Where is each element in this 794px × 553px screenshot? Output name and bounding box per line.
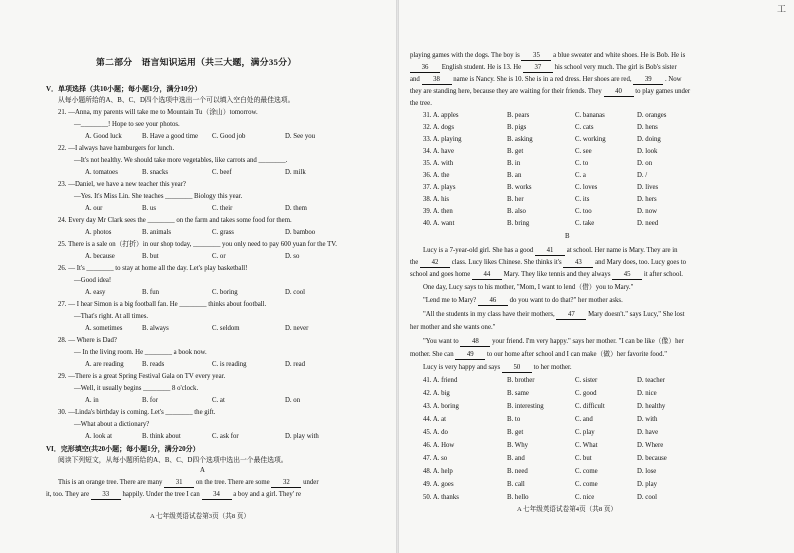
q41-opt-d: D. teacher xyxy=(637,377,665,384)
q42-opt-a: 42. A. big xyxy=(423,390,450,397)
q24-opt-a: A. photos xyxy=(85,229,112,236)
q32-opt-c: C. cats xyxy=(575,124,594,131)
q22-opt-b: B. snacks xyxy=(142,169,169,176)
q25-opt-d: D. so xyxy=(285,253,300,260)
q47-opt-d: D. because xyxy=(637,455,667,462)
blank-33[interactable]: 33 xyxy=(91,491,121,500)
passage-a-line-2 xyxy=(46,491,301,500)
blank-42[interactable]: 42 xyxy=(420,259,450,268)
q38-opt-d: D. hers xyxy=(637,196,657,203)
q34-opt-a: 34. A. have xyxy=(423,148,454,155)
q22-opt-d: D. milk xyxy=(285,169,306,176)
q45-opt-c: C. play xyxy=(575,429,595,436)
page-3 xyxy=(0,0,396,553)
passage-b-line-1 xyxy=(423,247,678,256)
q38-opt-a: 38. A. his xyxy=(423,196,450,203)
q38-opt-b: B. her xyxy=(507,196,524,203)
q40-opt-a: 40. A. want xyxy=(423,220,455,227)
q30-opt-d: D. play with xyxy=(285,433,319,440)
q47-opt-c: C. but xyxy=(575,455,592,462)
q34-opt-d: D. look xyxy=(637,148,658,155)
q29-opt-a: A. in xyxy=(85,397,99,404)
q37-opt-a: 37. A. plays xyxy=(423,184,456,191)
q22-stem: 22. —I always have hamburgers for lunch. xyxy=(58,145,175,152)
q48-opt-b: B. need xyxy=(507,468,528,475)
blank-49[interactable]: 49 xyxy=(455,351,485,360)
passage-b-text: class. Lucy likes Chinese. She thinks it's xyxy=(451,259,562,266)
blank-43[interactable]: 43 xyxy=(563,259,593,268)
passage-b-line-8 xyxy=(423,338,684,347)
q30-opt-a: A. look at xyxy=(85,433,112,440)
q36-opt-d: D. / xyxy=(637,172,648,179)
q34-opt-c: C. see xyxy=(575,148,592,155)
q43-opt-a: 43. A. boring xyxy=(423,403,459,410)
passage-b-text: school and goes home xyxy=(410,271,471,278)
q46-opt-a: 46. A. How xyxy=(423,442,455,449)
q27-opt-a: A. sometimes xyxy=(85,325,123,332)
page-footer: A 七年级英语试卷第4页（共8 页） xyxy=(517,506,618,513)
q26-opt-a: A. easy xyxy=(85,289,106,296)
q42-opt-d: D. nice xyxy=(637,390,657,397)
blank-44[interactable]: 44 xyxy=(472,271,502,280)
q23-reply: —Yes. It's Miss Lin. She teaches ________ Biology this year. xyxy=(74,193,243,200)
corner-mark: 工 xyxy=(777,5,787,15)
q21-reply: —________! Hope to see your photos. xyxy=(74,121,180,128)
passage-b-line-7: her mother and she wants one." xyxy=(410,324,496,331)
q49-opt-b: B. call xyxy=(507,481,525,488)
passage-b-text: Lucy is a 7-year-old girl. She has a good xyxy=(423,247,534,254)
q25-opt-b: B. but xyxy=(142,253,159,260)
blank-35[interactable]: 35 xyxy=(521,52,551,61)
q39-opt-c: C. too xyxy=(575,208,592,215)
q40-opt-b: B. bring xyxy=(507,220,530,227)
q49-opt-c: C. come xyxy=(575,481,598,488)
q43-opt-b: B. interesting xyxy=(507,403,544,410)
q36-opt-c: C. a xyxy=(575,172,586,179)
passage-b-line-9 xyxy=(410,351,667,360)
blank-47[interactable]: 47 xyxy=(556,311,586,320)
passage-b-text: "All the students in my class have their mothers, xyxy=(423,311,555,318)
q24-stem: 24. Every day Mr Clark sees the ________ on the farm and takes some food for them. xyxy=(58,217,292,224)
passage-b-line-5 xyxy=(423,297,623,306)
q32-opt-a: 32. A. dogs xyxy=(423,124,454,131)
q30-reply: —What about a dictionary? xyxy=(74,421,150,428)
q35-opt-b: B. in xyxy=(507,160,521,167)
q25-stem: 25. There is a sale on（打折）in our shop today, ________ you only need to pay 600 yuan for the TV. xyxy=(58,241,337,248)
q25-opt-c: C. or xyxy=(212,253,226,260)
blank-32[interactable]: 32 xyxy=(271,479,301,488)
passage-a-line-1 xyxy=(58,479,319,488)
q44-opt-a: 44. A. at xyxy=(423,416,447,423)
q31-opt-b: B. pears xyxy=(507,112,530,119)
passage-b-text: to our home after school and I can make（做）her favorite food." xyxy=(487,351,668,358)
passage-b-text: it after school. xyxy=(643,271,683,278)
passage-a-text: it, too. They are xyxy=(46,491,90,498)
q50-opt-d: D. cool xyxy=(637,494,658,501)
q32-opt-d: D. hens xyxy=(637,124,658,131)
page-footer: A 七年级英语试卷第3页（共8 页） xyxy=(150,513,251,520)
q41-opt-a: 41. A. friend xyxy=(423,377,458,384)
q24-opt-c: C. grass xyxy=(212,229,234,236)
q26-opt-b: B. fun xyxy=(142,289,159,296)
passage-a-text: and xyxy=(410,76,420,83)
section-vi-instruction: 阅读下列短文，从每小题所给的A、B、C、D四个选项中选出一个最佳选项。 xyxy=(58,457,288,464)
q29-stem: 29. —There is a great Spring Festival Gala on TV every year. xyxy=(58,373,226,380)
passage-b-text: do you want to do that?" her mother asks. xyxy=(509,297,623,304)
blank-38[interactable]: 38 xyxy=(422,76,452,85)
q43-opt-c: C. difficult xyxy=(575,403,605,410)
q50-opt-b: B. hello xyxy=(507,494,529,501)
q28-opt-d: D. read xyxy=(285,361,306,368)
q21-opt-d: D. See you xyxy=(285,133,316,140)
passage-a-text: name is Nancy. She is 10. She is in a red dress. Her shoes are red, xyxy=(453,76,632,83)
q24-opt-b: B. animals xyxy=(142,229,172,236)
q48-opt-c: C. come xyxy=(575,468,598,475)
q48-opt-a: 48. A. help xyxy=(423,468,453,475)
q23-opt-a: A. our xyxy=(85,205,103,212)
blank-36[interactable]: 36 xyxy=(410,64,440,73)
passage-a-line-4 xyxy=(410,64,677,73)
q26-opt-d: D. cool xyxy=(285,289,306,296)
q33-opt-a: 33. A. playing xyxy=(423,136,462,143)
q23-opt-d: D. them xyxy=(285,205,307,212)
q35-opt-c: C. to xyxy=(575,160,589,167)
passage-a-text: This is an orange tree. There are many xyxy=(58,479,163,486)
q44-opt-b: B. to xyxy=(507,416,521,423)
q32-opt-b: B. pigs xyxy=(507,124,527,131)
q26-stem: 26. — It's ________ to stay at home all the day. Let's play basketball! xyxy=(58,265,248,272)
q28-opt-b: B. reads xyxy=(142,361,165,368)
q35-opt-a: 35. A. with xyxy=(423,160,454,167)
q46-opt-c: C. What xyxy=(575,442,598,449)
q50-opt-a: 50. A. thanks xyxy=(423,494,459,501)
section-vi-heading: VI．完形填空(共20小题；每小题1分，满分20分） xyxy=(46,445,200,453)
passage-a-label: A xyxy=(200,467,205,474)
passage-b-text: "You want to xyxy=(423,338,459,345)
q37-opt-b: B. works xyxy=(507,184,532,191)
q25-opt-a: A. because xyxy=(85,253,115,260)
passage-b-line-10 xyxy=(423,364,572,373)
q21-opt-b: B. Have a good time xyxy=(142,133,199,140)
passage-a-line-3 xyxy=(410,52,685,61)
q28-stem: 28. — Where is Dad? xyxy=(58,337,117,344)
q33-opt-c: C. working xyxy=(575,136,606,143)
q27-opt-b: B. always xyxy=(142,325,169,332)
q28-opt-c: C. is reading xyxy=(212,361,247,368)
q41-opt-c: C. sister xyxy=(575,377,598,384)
q29-opt-c: C. at xyxy=(212,397,225,404)
q49-opt-d: D. play xyxy=(637,481,658,488)
passage-a-text: happily. Under the tree I can xyxy=(122,491,200,498)
blank-48[interactable]: 48 xyxy=(460,338,490,347)
q37-opt-c: C. loves xyxy=(575,184,598,191)
q29-opt-d: D. on xyxy=(285,397,301,404)
passage-a-text: they are standing here, because they are waiting for their friends. They xyxy=(410,88,602,95)
q28-opt-a: A. are reading xyxy=(85,361,124,368)
q21-opt-a: A. Good luck xyxy=(85,133,122,140)
passage-b-text: Lucy is very happy and says xyxy=(423,364,501,371)
q33-opt-d: D. doing xyxy=(637,136,661,143)
q21-stem: 21. —Anna, my parents will take me to Mountain Tu（涂山）tomorrow. xyxy=(58,109,258,116)
passage-b-text: Mary. They like tennis and they always xyxy=(503,271,611,278)
q39-opt-d: D. now xyxy=(637,208,658,215)
passage-b-text: to her mother. xyxy=(533,364,572,371)
q42-opt-b: B. same xyxy=(507,390,529,397)
passage-b-text: "Lend me to Mary? xyxy=(423,297,477,304)
passage-a-text: his school very much. The girl is Bob's sister xyxy=(554,64,677,71)
passage-a-text: under xyxy=(303,479,319,486)
q39-opt-b: B. also xyxy=(507,208,526,215)
q46-opt-b: B. Why xyxy=(507,442,529,449)
blank-45[interactable]: 45 xyxy=(612,271,642,280)
passage-a-text: playing games with the dogs. The boy is xyxy=(410,52,520,59)
q22-opt-c: C. beef xyxy=(212,169,232,176)
passage-a-text: a blue sweater and white shoes. He is Bob. He is xyxy=(553,52,686,59)
passage-b-text: your friend. I'm very happy." says her mother. "I can be like（像）her xyxy=(492,338,684,345)
blank-41[interactable]: 41 xyxy=(535,247,565,256)
q31-opt-c: C. bananas xyxy=(575,112,605,119)
passage-a-text: to play games under xyxy=(635,88,691,95)
q28-reply: — In the living room. He ________ a book now. xyxy=(74,349,207,356)
q38-opt-c: C. its xyxy=(575,196,590,203)
q50-opt-c: C. nice xyxy=(575,494,595,501)
q23-opt-b: B. us xyxy=(142,205,156,212)
passage-b-line-6 xyxy=(423,311,685,320)
q47-opt-a: 47. A. so xyxy=(423,455,448,462)
passage-a-line-6 xyxy=(410,88,690,97)
q40-opt-c: C. take xyxy=(575,220,595,227)
passage-b-text: at school. Her name is Mary. They are in xyxy=(566,247,678,254)
q23-opt-c: C. their xyxy=(212,205,233,212)
blank-46[interactable]: 46 xyxy=(478,297,508,306)
passage-b-text: the xyxy=(410,259,419,266)
passage-a-text: . Now xyxy=(664,76,682,83)
q42-opt-c: C. good xyxy=(575,390,597,397)
q45-opt-a: 45. A. do xyxy=(423,429,448,436)
part-two-title: 第二部分 语言知识运用（共三大题，满分35分） xyxy=(96,57,297,67)
section-v-heading: V．单项选择（共10小题；每小题1分，满分10分） xyxy=(46,85,202,93)
q29-opt-b: B. for xyxy=(142,397,158,404)
blank-50[interactable]: 50 xyxy=(502,364,532,373)
q24-opt-d: D. bamboo xyxy=(285,229,316,236)
q31-opt-d: D. oranges xyxy=(637,112,667,119)
passage-b-line-2 xyxy=(410,259,686,268)
q30-opt-c: C. ask for xyxy=(212,433,239,440)
q33-opt-b: B. asking xyxy=(507,136,533,143)
q41-opt-b: B. brother xyxy=(507,377,535,384)
q37-opt-d: D. lives xyxy=(637,184,659,191)
passage-b-text: Mary doesn't." says Lucy," She lost xyxy=(588,311,685,318)
passage-b-text: and Mary does, too. Lucy goes to xyxy=(595,259,687,266)
page-4 xyxy=(399,0,794,553)
q45-opt-b: B. get xyxy=(507,429,524,436)
passage-a-text: English student. He is 13. He xyxy=(441,64,522,71)
passage-a-text: on the tree. There are some xyxy=(195,479,270,486)
blank-40[interactable]: 40 xyxy=(604,88,634,97)
q21-opt-c: C. Good job xyxy=(212,133,246,140)
q31-opt-a: 31. A. apples xyxy=(423,112,459,119)
q36-opt-b: B. an xyxy=(507,172,522,179)
q49-opt-a: 49. A. goes xyxy=(423,481,454,488)
q27-opt-d: D. never xyxy=(285,325,309,332)
q22-reply: —It's not healthy. We should take more vegetables, like carrots and ________. xyxy=(74,157,288,164)
q45-opt-d: D. have xyxy=(637,429,659,436)
q47-opt-b: B. and xyxy=(507,455,525,462)
passage-b-label: B xyxy=(565,233,570,240)
passage-a-line-7: the tree. xyxy=(410,100,432,107)
q23-stem: 23. —Daniel, we have a new teacher this year? xyxy=(58,181,186,188)
q36-opt-a: 36. A. the xyxy=(423,172,450,179)
q44-opt-c: C. and xyxy=(575,416,593,423)
q27-stem: 27. — I hear Simon is a big football fan. He ________ thinks about football. xyxy=(58,301,267,308)
q35-opt-d: D. on xyxy=(637,160,653,167)
blank-39[interactable]: 39 xyxy=(633,76,663,85)
passage-b-text: mother. She can xyxy=(410,351,454,358)
q40-opt-d: D. need xyxy=(637,220,659,227)
q30-opt-b: B. think about xyxy=(142,433,181,440)
blank-34[interactable]: 34 xyxy=(202,491,232,500)
q27-reply: —That's right. At all times. xyxy=(74,313,149,320)
q46-opt-d: D. Where xyxy=(637,442,664,449)
q44-opt-d: D. with xyxy=(637,416,658,423)
blank-31[interactable]: 31 xyxy=(164,479,194,488)
q26-reply: —Good idea! xyxy=(74,277,112,284)
passage-b-line-4: One day, Lucy says to his mother, "Mom, I want to lend（借）you to Mary." xyxy=(423,284,634,291)
passage-a-text: a boy and a girl. They' re xyxy=(233,491,301,498)
q30-stem: 30. —Linda's birthday is coming. Let's ________ the gift. xyxy=(58,409,216,416)
blank-37[interactable]: 37 xyxy=(523,64,553,73)
q43-opt-d: D. healthy xyxy=(637,403,666,410)
passage-a-line-5 xyxy=(410,76,682,85)
q48-opt-d: D. lose xyxy=(637,468,657,475)
q29-reply: —Well, it usually begins ________ 8 o'clock. xyxy=(74,385,199,392)
q22-opt-a: A. tomatoes xyxy=(85,169,118,176)
q39-opt-a: 39. A. then xyxy=(423,208,453,215)
q26-opt-c: C. boring xyxy=(212,289,238,296)
q34-opt-b: B. get xyxy=(507,148,524,155)
section-v-instruction: 从每小题所给的A、B、C、D四个选项中选出一个可以填入空白处的最佳选项。 xyxy=(58,97,295,104)
passage-b-line-3 xyxy=(410,271,683,280)
q27-opt-c: C. seldom xyxy=(212,325,240,332)
